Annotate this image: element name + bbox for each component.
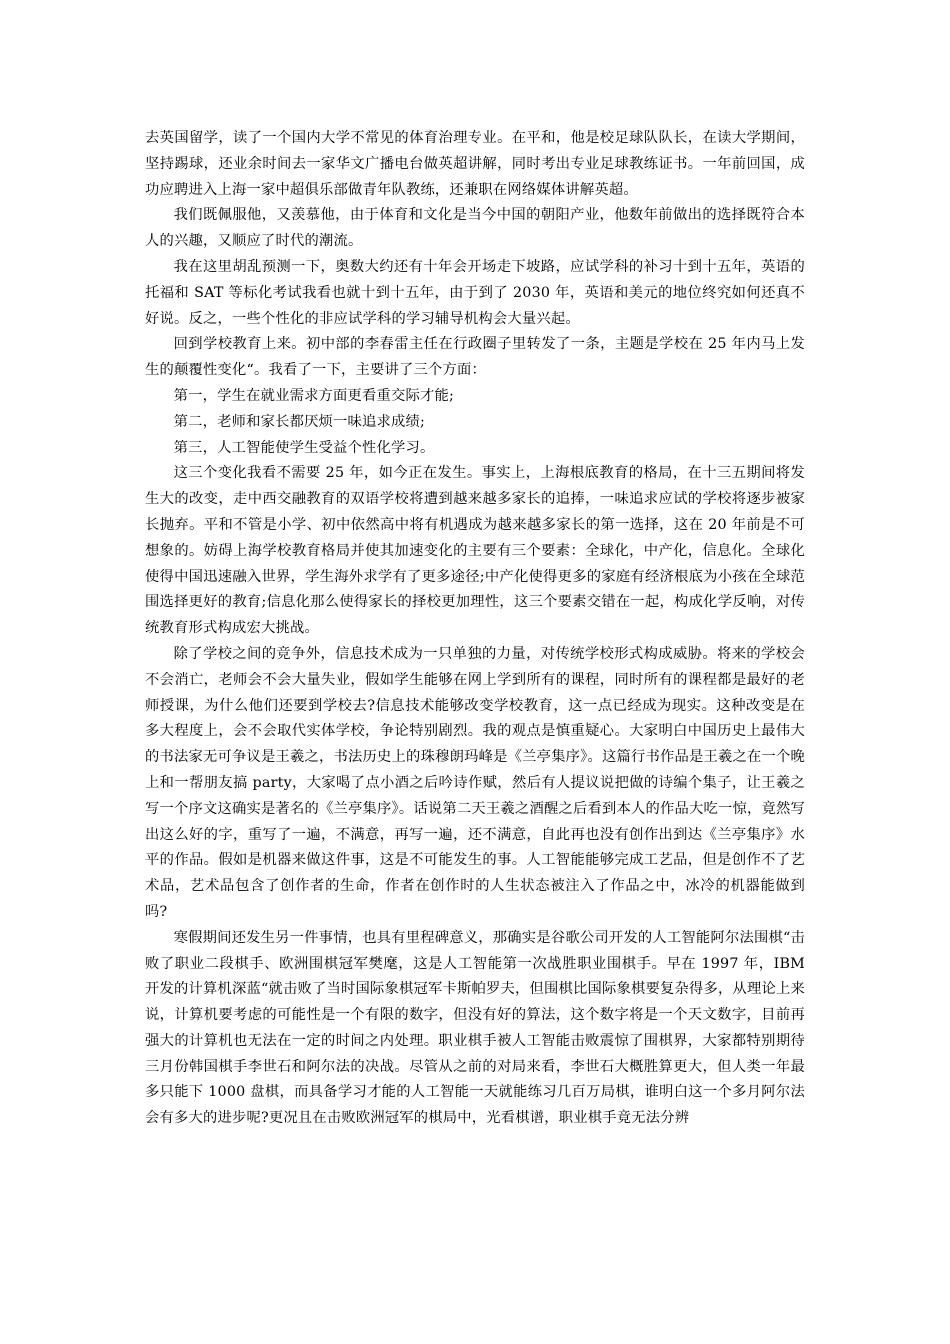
- list-point-second: 第二，老师和家长都厌烦一味追求成绩;: [173, 413, 426, 430]
- paragraph: 我们既佩服他，又羡慕他，由于体育和文化是当今中国的朝阳产业，他数年前做出的选择既符合本人的兴趣，又顺应了时代的潮流。: [145, 207, 805, 250]
- paragraph: 寒假期间还发生另一件事情，也具有里程碑意义，那确实是谷歌公司开发的人工智能阿尔法围棋“击败了职业二段棋手、欧洲围棋冠军樊麾，这是人工智能第一次战胜职业围棋手。早在 1997 年，IBM 开发的计算机深蓝“就击败了当时国际象棋冠军卡斯帕罗夫，但围棋比国际象棋要复杂得多，从理论上来说，计算机要考虑的可能性是一个有限的数字，但没有好的算法，这个数字将是一个天文数字，目前再强大的计算机也无法在一定的时间之内处理。职业棋手被人工智能击败震惊了围棋界，大家都特别期待三月份韩国棋手李世石和阿尔法的决战。尽管从之前的对局来看，李世石大概胜算更大，但人类一年最多只能下 1000 盘棋，而具备学习才能的人工智能一天就能练习几百万局棋，谁明白这一个多月阿尔法会有多大的进步呢?更况且在击败欧洲冠军的棋局中，光看棋谱，职业棋手竟无法分辨: [145, 929, 805, 1127]
- paragraph: 这三个变化我看不需要 25 年，如今正在发生。事实上，上海根底教育的格局，在十三五期间将发生大的改变，走中西交融教育的双语学校将遭到越来越多家长的追捧，一味追求应试的学校将逐步被家长抛弃。平和不管是小学、初中依然高中将有机遇成为越来越多家长的第一选择，这在 20 年前是不可想象的。妨碍上海学校教育格局并使其加速变化的主要有三个要素：全球化，中产化，信息化。全球化使得中国迅速融入世界，学生海外求学有了更多途径;中产化使得更多的家庭有经济根底为小孩在全球范围选择更好的教育;信息化那么使得家长的择校更加理性，这三个要素交错在一起，构成化学反响，对传统教育形式构成宏大挑战。: [145, 465, 805, 637]
- paragraph: 我在这里胡乱预测一下，奥数大约还有十年会开场走下坡路，应试学科的补习十到十五年，英语的托福和 SAT 等标化考试我看也就十到十五年，由于到了 2030 年，英语和美元的地位终究如何还真不好说。反之，一些个性化的非应试学科的学习辅导机构会大量兴起。: [145, 258, 805, 327]
- paragraph-continued: 去英国留学，读了一个国内大学不常见的体育治理专业。在平和，他是校足球队队长，在读大学期间，坚持踢球，还业余时间去一家华文广播电台做英超讲解，同时考出专业足球教练证书。一年前回国，成功应聘进入上海一家中超俱乐部做青年队教练，还兼职在网络媒体讲解英超。: [145, 130, 805, 198]
- document-body: [145, 126, 805, 1132]
- paragraph: 回到学校教育上来。初中部的李春雷主任在行政圈子里转发了一条，主题是学校在 25 年内马上发生的颠覆性变化“。我看了一下，主要讲了三个方面：: [145, 336, 805, 379]
- list-point-third: 第三，人工智能使学生受益个性化学习。: [173, 439, 435, 456]
- list-point-first: 第一，学生在就业需求方面更看重交际才能;: [173, 387, 455, 404]
- paragraph: 除了学校之间的竞争外，信息技术成为一只单独的力量，对传统学校形式构成威胁。将来的学校会不会消亡，老师会不会大量失业，假如学生能够在网上学到所有的课程，同时所有的课程都是最好的老师授课，为什么他们还要到学校去?信息技术能够改变学校教育，这一点已经成为现实。这种改变是在多大程度上，会不会取代实体学校，争论特别剧烈。我的观点是慎重疑心。大家明白中国历史上最伟大的书法家无可争议是王羲之，书法历史上的珠穆朗玛峰是《兰亭集序》。这篇行书作品是王羲之在一个晚上和一帮朋友搞 party，大家喝了点小酒之后吟诗作赋，然后有人提议说把做的诗编个集子，让王羲之写一个序文这确实是著名的《兰亭集序》。话说第二天王羲之酒醒之后看到本人的作品大吃一惊，竟然写出这么好的字，重写了一遍，不满意，再写一遍，还不满意，自此再也没有创作出到达《兰亭集序》水平的作品。假如是机器来做这件事，这是不可能发生的事。人工智能能够完成工艺品，但是创作不了艺术品，艺术品包含了创作者的生命，作者在创作时的人生状态被注入了作品之中，冰冷的机器能做到吗?: [145, 645, 805, 920]
